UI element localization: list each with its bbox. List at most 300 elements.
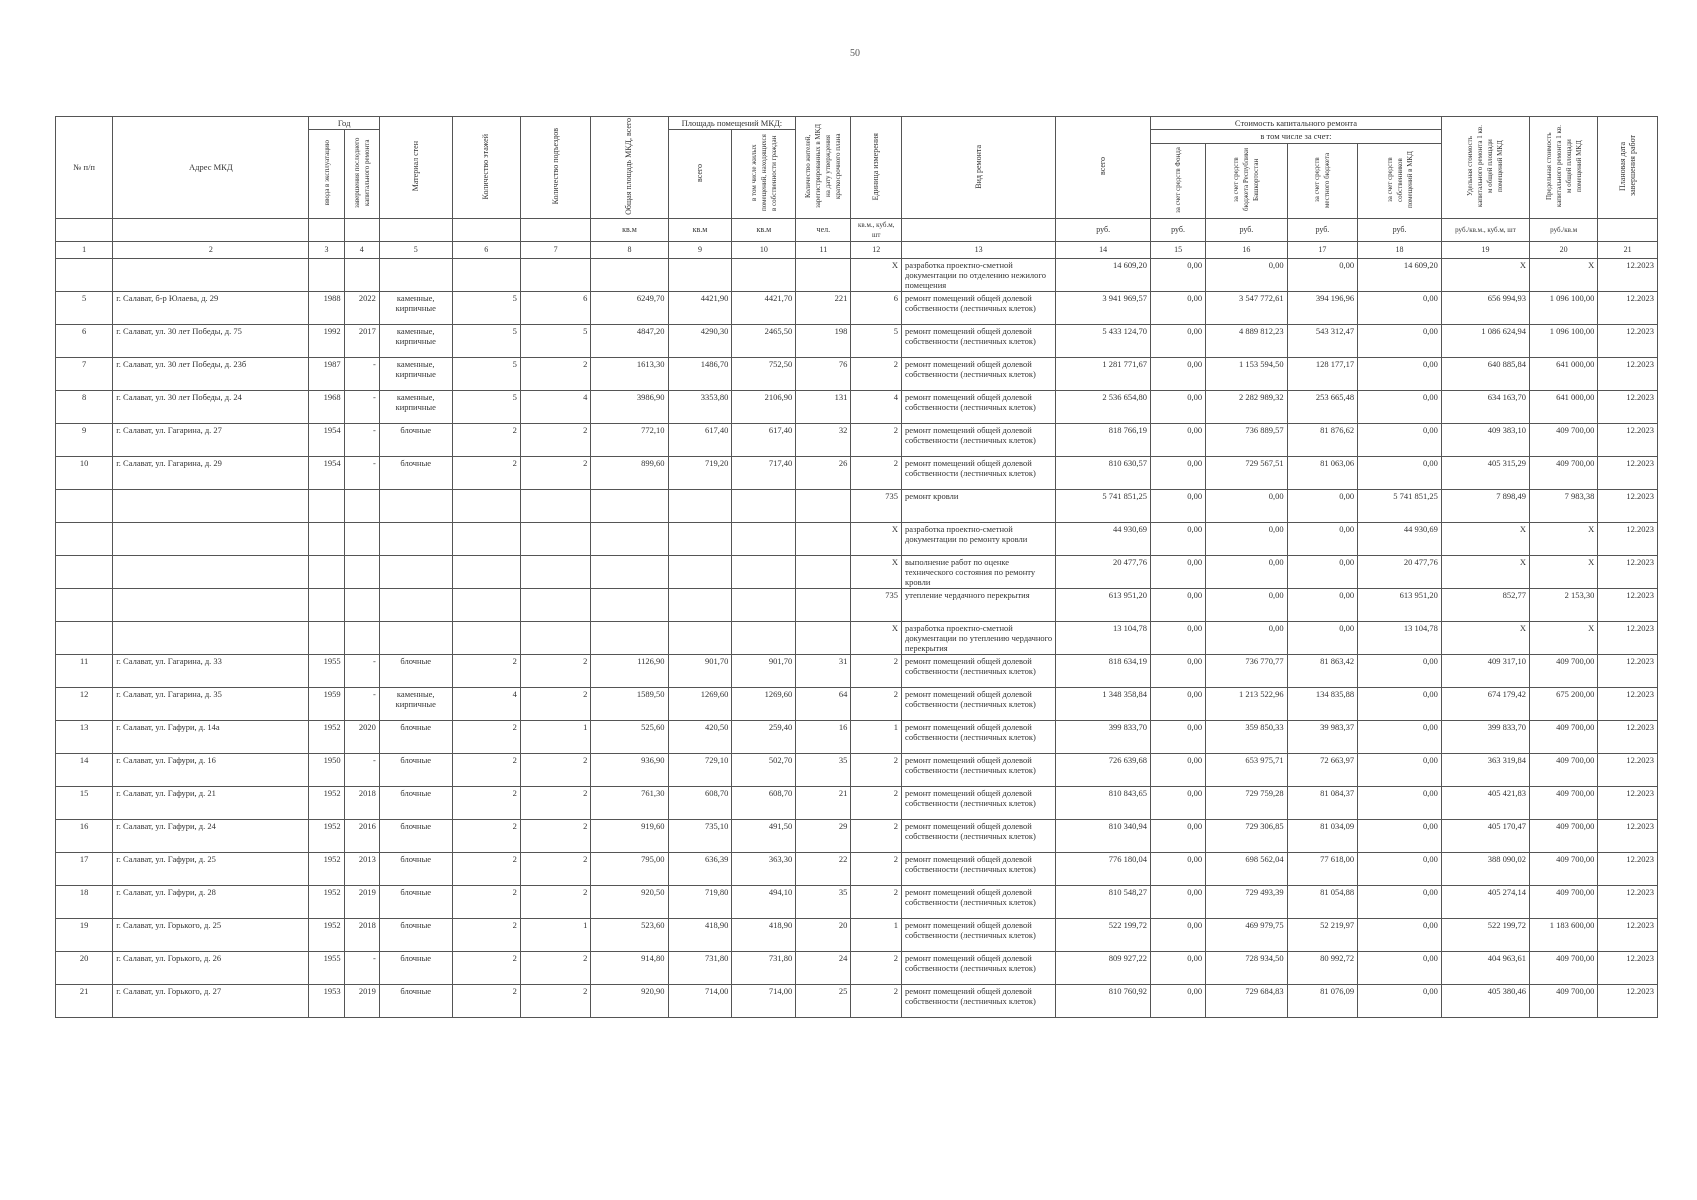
cell-mc: 409 700,00 [1530, 984, 1598, 1017]
cell-y2: - [344, 951, 379, 984]
cell-n [56, 258, 113, 291]
cell-dl: 12.2023 [1598, 555, 1658, 588]
cell-area: 914,80 [591, 951, 668, 984]
cell-dl: 12.2023 [1598, 621, 1658, 654]
cell-c2: 0,00 [1151, 984, 1206, 1017]
cell-n [56, 621, 113, 654]
table-row [56, 720, 1658, 753]
cell-area: 919,60 [591, 819, 668, 852]
cell-c3: 728 934,50 [1206, 951, 1288, 984]
cell-c1: 3 941 969,57 [1056, 291, 1151, 324]
cell-p1 [668, 489, 732, 522]
table-row [56, 324, 1658, 357]
cell-uc: 640 885,84 [1441, 357, 1529, 390]
cell-p2: 259,40 [732, 720, 796, 753]
cell-mc: 409 700,00 [1530, 819, 1598, 852]
cell-p2: 714,00 [732, 984, 796, 1017]
cell-c3: 653 975,71 [1206, 753, 1288, 786]
cell-mc: X [1530, 621, 1598, 654]
cell-qty: 4 [851, 390, 902, 423]
cell-c4: 0,00 [1287, 258, 1358, 291]
cell-qty: 2 [851, 852, 902, 885]
cell-c2: 0,00 [1151, 918, 1206, 951]
cell-uc: X [1441, 522, 1529, 555]
cell-c1: 20 477,76 [1056, 555, 1151, 588]
cell-n: 19 [56, 918, 113, 951]
cell-c3: 359 850,33 [1206, 720, 1288, 753]
cell-c5: 0,00 [1358, 423, 1442, 456]
cell-c3: 3 547 772,61 [1206, 291, 1288, 324]
header-unit-cost: Удельная стоимость капитального ремонта 1 кв. м общей площади помещений МКД [1441, 117, 1529, 219]
page-number: 50 [850, 48, 860, 59]
cell-dl: 12.2023 [1598, 687, 1658, 720]
cell-qty: 2 [851, 951, 902, 984]
cell-uc: 405 421,83 [1441, 786, 1529, 819]
cell-p1: 1269,60 [668, 687, 732, 720]
cell-c1: 613 951,20 [1056, 588, 1151, 621]
cell-p2 [732, 588, 796, 621]
cell-uc: X [1441, 621, 1529, 654]
cell-c3: 0,00 [1206, 489, 1288, 522]
cell-c1: 14 609,20 [1056, 258, 1151, 291]
cell-qty: 2 [851, 984, 902, 1017]
cell-mat: каменные, кирпичные [379, 357, 452, 390]
cell-addr: г. Салават, ул. Гагарина, д. 29 [113, 456, 309, 489]
cell-n [56, 588, 113, 621]
cell-c3: 729 759,28 [1206, 786, 1288, 819]
cell-qty: 2 [851, 654, 902, 687]
cell-p1: 729,10 [668, 753, 732, 786]
cell-y1: 1952 [309, 885, 344, 918]
cell-work: ремонт помещений общей долевой собственности (лестничных клеток) [902, 390, 1056, 423]
cell-qty: 2 [851, 357, 902, 390]
cell-mc: 1 183 600,00 [1530, 918, 1598, 951]
cell-c3: 729 306,85 [1206, 819, 1288, 852]
cell-ent [520, 555, 591, 588]
cell-y1: 1952 [309, 720, 344, 753]
cell-p2: 491,50 [732, 819, 796, 852]
cell-c3: 1 153 594,50 [1206, 357, 1288, 390]
cell-uc: 674 179,42 [1441, 687, 1529, 720]
cell-uc: 852,77 [1441, 588, 1529, 621]
cell-p2: 418,90 [732, 918, 796, 951]
cell-y2: - [344, 456, 379, 489]
cell-mc: X [1530, 555, 1598, 588]
cell-c5: 44 930,69 [1358, 522, 1442, 555]
cell-c5: 0,00 [1358, 885, 1442, 918]
cell-y1 [309, 522, 344, 555]
cell-y1: 1955 [309, 654, 344, 687]
cell-work: ремонт помещений общей долевой собственности (лестничных клеток) [902, 291, 1056, 324]
cell-mc: 7 983,38 [1530, 489, 1598, 522]
header-year-group: Год [309, 117, 380, 130]
cell-p1: 719,80 [668, 885, 732, 918]
cell-work: ремонт помещений общей долевой собственности (лестничных клеток) [902, 456, 1056, 489]
repair-plan-table [55, 116, 1658, 1018]
cell-addr: г. Салават, б-р Юлаева, д. 29 [113, 291, 309, 324]
cell-c1: 810 340,94 [1056, 819, 1151, 852]
header-cost-incl: в том числе за счет: [1151, 130, 1442, 144]
cell-c2: 0,00 [1151, 687, 1206, 720]
cell-y2: - [344, 687, 379, 720]
cell-ent: 2 [520, 456, 591, 489]
cell-c4: 0,00 [1287, 489, 1358, 522]
cell-y1: 1954 [309, 456, 344, 489]
cell-res: 221 [796, 291, 851, 324]
cell-mat [379, 621, 452, 654]
cell-work: утепление чердачного перекрытия [902, 588, 1056, 621]
table-row [56, 456, 1658, 489]
cell-fl: 2 [452, 885, 520, 918]
header-max-cost: Предельная стоимость капитального ремонта 1 кв. м общей площади помещений МКД [1530, 117, 1598, 219]
cell-qty: X [851, 258, 902, 291]
cell-area: 523,60 [591, 918, 668, 951]
cell-addr [113, 621, 309, 654]
cell-fl [452, 621, 520, 654]
cell-p1 [668, 258, 732, 291]
cell-mat: блочные [379, 984, 452, 1017]
cell-qty: 2 [851, 687, 902, 720]
cell-p2: 608,70 [732, 786, 796, 819]
header-entrances: Количество подъездов [520, 117, 591, 219]
cell-c5: 0,00 [1358, 291, 1442, 324]
cell-y2 [344, 489, 379, 522]
cell-uc: 363 319,84 [1441, 753, 1529, 786]
cell-mat [379, 555, 452, 588]
cell-y2 [344, 522, 379, 555]
cell-uc: 405 274,14 [1441, 885, 1529, 918]
cell-c4: 81 034,09 [1287, 819, 1358, 852]
cell-ent [520, 621, 591, 654]
cell-res: 29 [796, 819, 851, 852]
cell-p1 [668, 621, 732, 654]
cell-y1: 1952 [309, 819, 344, 852]
header-unit-measure: Единица измерения [851, 117, 902, 219]
table-row [56, 819, 1658, 852]
cell-addr: г. Салават, ул. Горького, д. 25 [113, 918, 309, 951]
cell-y2: 2022 [344, 291, 379, 324]
cell-c1: 810 548,27 [1056, 885, 1151, 918]
cell-c3: 0,00 [1206, 621, 1288, 654]
table-row [56, 984, 1658, 1017]
cell-y2: 2019 [344, 885, 379, 918]
cell-mc: 409 700,00 [1530, 753, 1598, 786]
cell-y1: 1952 [309, 786, 344, 819]
cell-c4: 543 312,47 [1287, 324, 1358, 357]
cell-c2: 0,00 [1151, 621, 1206, 654]
cell-c3: 729 493,39 [1206, 885, 1288, 918]
cell-c1: 399 833,70 [1056, 720, 1151, 753]
cell-c3: 4 889 812,23 [1206, 324, 1288, 357]
cell-y2 [344, 621, 379, 654]
cell-c2: 0,00 [1151, 720, 1206, 753]
cell-ent [520, 588, 591, 621]
cell-addr: г. Салават, ул. 30 лет Победы, д. 23б [113, 357, 309, 390]
cell-n: 16 [56, 819, 113, 852]
cell-res: 76 [796, 357, 851, 390]
cell-dl: 12.2023 [1598, 984, 1658, 1017]
cell-qty: 2 [851, 456, 902, 489]
cell-mc: 409 700,00 [1530, 786, 1598, 819]
cell-mat [379, 489, 452, 522]
cell-n: 8 [56, 390, 113, 423]
cell-y1: 1987 [309, 357, 344, 390]
cell-mc: X [1530, 522, 1598, 555]
cell-ent: 2 [520, 984, 591, 1017]
cell-p1: 4421,90 [668, 291, 732, 324]
header-floors: Количество этажей [452, 117, 520, 219]
cell-y2: 2018 [344, 918, 379, 951]
cell-n: 14 [56, 753, 113, 786]
cell-n: 11 [56, 654, 113, 687]
cell-dl: 12.2023 [1598, 753, 1658, 786]
cell-dl: 12.2023 [1598, 918, 1658, 951]
table-row [56, 654, 1658, 687]
header-cost-rb: за счет средств бюджета Республики Башкортостан [1206, 143, 1288, 218]
cell-dl: 12.2023 [1598, 390, 1658, 423]
cell-area: 1589,50 [591, 687, 668, 720]
cell-mc: X [1530, 258, 1598, 291]
table-row [56, 687, 1658, 720]
cell-uc: 399 833,70 [1441, 720, 1529, 753]
cell-p1: 3353,80 [668, 390, 732, 423]
cell-res: 35 [796, 885, 851, 918]
cell-area [591, 588, 668, 621]
header-cost-group: Стоимость капитального ремонта [1151, 117, 1442, 130]
cell-work: разработка проектно-сметной документации по ремонту кровли [902, 522, 1056, 555]
cell-y1: 1953 [309, 984, 344, 1017]
cell-c5: 14 609,20 [1358, 258, 1442, 291]
cell-c2: 0,00 [1151, 852, 1206, 885]
cell-p1: 1486,70 [668, 357, 732, 390]
cell-dl: 12.2023 [1598, 654, 1658, 687]
cell-dl: 12.2023 [1598, 819, 1658, 852]
cell-c2: 0,00 [1151, 291, 1206, 324]
cell-c1: 522 199,72 [1056, 918, 1151, 951]
cell-res: 64 [796, 687, 851, 720]
cell-y1: 1992 [309, 324, 344, 357]
cell-addr: г. Салават, ул. Гагарина, д. 35 [113, 687, 309, 720]
cell-dl: 12.2023 [1598, 885, 1658, 918]
cell-qty: 1 [851, 918, 902, 951]
cell-mc: 675 200,00 [1530, 687, 1598, 720]
header-total-area: Общая площадь МКД, всего [591, 117, 668, 219]
cell-y2: - [344, 654, 379, 687]
cell-addr [113, 522, 309, 555]
cell-uc: 404 963,61 [1441, 951, 1529, 984]
cell-qty: X [851, 522, 902, 555]
cell-dl: 12.2023 [1598, 423, 1658, 456]
cell-addr: г. Салават, ул. Гафури, д. 16 [113, 753, 309, 786]
cell-fl: 5 [452, 324, 520, 357]
cell-fl: 2 [452, 654, 520, 687]
cell-mat [379, 522, 452, 555]
cell-area: 6249,70 [591, 291, 668, 324]
cell-area: 899,60 [591, 456, 668, 489]
cell-p2: 717,40 [732, 456, 796, 489]
cell-c5: 0,00 [1358, 390, 1442, 423]
header-cost-owners: за счет средств собственников помещений в МКД [1358, 143, 1442, 218]
cell-y2 [344, 258, 379, 291]
cell-res [796, 621, 851, 654]
cell-c3: 698 562,04 [1206, 852, 1288, 885]
table-row [56, 555, 1658, 588]
cell-ent: 6 [520, 291, 591, 324]
cell-mat: блочные [379, 753, 452, 786]
cell-mc: 409 700,00 [1530, 852, 1598, 885]
cell-c4: 77 618,00 [1287, 852, 1358, 885]
cell-n: 7 [56, 357, 113, 390]
cell-work: ремонт помещений общей долевой собственности (лестничных клеток) [902, 984, 1056, 1017]
table-row [56, 390, 1658, 423]
cell-mat: блочные [379, 819, 452, 852]
cell-mc: 1 096 100,00 [1530, 324, 1598, 357]
cell-c1: 726 639,68 [1056, 753, 1151, 786]
table-row [56, 852, 1658, 885]
cell-y1: 1952 [309, 852, 344, 885]
cell-c4: 253 665,48 [1287, 390, 1358, 423]
cell-c1: 776 180,04 [1056, 852, 1151, 885]
cell-c5: 0,00 [1358, 951, 1442, 984]
header-address: Адрес МКД [113, 117, 309, 219]
cell-ent: 2 [520, 852, 591, 885]
cell-work: ремонт помещений общей долевой собственности (лестничных клеток) [902, 951, 1056, 984]
cell-y2: - [344, 357, 379, 390]
header-year-last-repair: завершения последнего капитального ремонта [344, 130, 379, 219]
cell-c4: 52 219,97 [1287, 918, 1358, 951]
cell-res: 32 [796, 423, 851, 456]
cell-fl [452, 522, 520, 555]
cell-y1: 1968 [309, 390, 344, 423]
cell-c4: 0,00 [1287, 522, 1358, 555]
cell-mat: блочные [379, 951, 452, 984]
cell-mc: 409 700,00 [1530, 654, 1598, 687]
cell-y1 [309, 489, 344, 522]
cell-area: 920,90 [591, 984, 668, 1017]
cell-p2 [732, 489, 796, 522]
cell-mat: каменные, кирпичные [379, 390, 452, 423]
cell-c5: 13 104,78 [1358, 621, 1442, 654]
cell-p1 [668, 555, 732, 588]
cell-area: 4847,20 [591, 324, 668, 357]
cell-mc: 409 700,00 [1530, 720, 1598, 753]
cell-qty: 6 [851, 291, 902, 324]
cell-uc: 405 170,47 [1441, 819, 1529, 852]
cell-mc: 641 000,00 [1530, 357, 1598, 390]
cell-y1: 1988 [309, 291, 344, 324]
units-row: кв.м кв.м кв.м чел. кв.м., куб.м, шт руб. руб. руб. руб. руб. руб./кв.м., куб.м, шт руб./кв.м [56, 218, 1658, 241]
cell-ent [520, 258, 591, 291]
cell-uc: 409 383,10 [1441, 423, 1529, 456]
cell-n: 6 [56, 324, 113, 357]
cell-ent: 2 [520, 786, 591, 819]
cell-y2 [344, 555, 379, 588]
cell-c3: 1 213 522,96 [1206, 687, 1288, 720]
cell-work: ремонт помещений общей долевой собственности (лестничных клеток) [902, 687, 1056, 720]
cell-mat: каменные, кирпичные [379, 291, 452, 324]
cell-area: 920,50 [591, 885, 668, 918]
column-index-row: 1 2 3 4 5 6 7 8 9 10 11 12 13 14 15 16 17 18 19 20 21 [56, 241, 1658, 258]
cell-dl: 12.2023 [1598, 456, 1658, 489]
cell-res: 24 [796, 951, 851, 984]
cell-p1: 420,50 [668, 720, 732, 753]
cell-n: 9 [56, 423, 113, 456]
cell-work: ремонт помещений общей долевой собственности (лестничных клеток) [902, 786, 1056, 819]
cell-fl [452, 588, 520, 621]
cell-qty: 2 [851, 786, 902, 819]
cell-ent: 2 [520, 819, 591, 852]
cell-uc: X [1441, 258, 1529, 291]
cell-c5: 20 477,76 [1358, 555, 1442, 588]
cell-uc: 7 898,49 [1441, 489, 1529, 522]
table-row [56, 951, 1658, 984]
cell-dl: 12.2023 [1598, 588, 1658, 621]
cell-c4: 72 663,97 [1287, 753, 1358, 786]
cell-n: 17 [56, 852, 113, 885]
cell-c4: 394 196,96 [1287, 291, 1358, 324]
cell-ent: 2 [520, 423, 591, 456]
cell-dl: 12.2023 [1598, 522, 1658, 555]
cell-y1 [309, 555, 344, 588]
cell-fl: 2 [452, 456, 520, 489]
cell-dl: 12.2023 [1598, 852, 1658, 885]
cell-c1: 818 634,19 [1056, 654, 1151, 687]
cell-p1 [668, 522, 732, 555]
cell-c1: 810 843,65 [1056, 786, 1151, 819]
header-cost-local: за счет средств местного бюджета [1287, 143, 1358, 218]
cell-y1: 1952 [309, 918, 344, 951]
cell-qty: 2 [851, 885, 902, 918]
cell-mat: блочные [379, 885, 452, 918]
cell-area: 1613,30 [591, 357, 668, 390]
cell-c2: 0,00 [1151, 555, 1206, 588]
cell-res: 35 [796, 753, 851, 786]
cell-qty: 5 [851, 324, 902, 357]
cell-mc: 409 700,00 [1530, 951, 1598, 984]
cell-ent [520, 522, 591, 555]
cell-ent: 2 [520, 687, 591, 720]
cell-uc: 388 090,02 [1441, 852, 1529, 885]
cell-c3: 0,00 [1206, 258, 1288, 291]
cell-work: ремонт помещений общей долевой собственности (лестничных клеток) [902, 852, 1056, 885]
cell-c1: 1 348 358,84 [1056, 687, 1151, 720]
cell-work: разработка проектно-сметной документации по утеплению чердачного перекрытия [902, 621, 1056, 654]
cell-dl: 12.2023 [1598, 786, 1658, 819]
cell-c4: 0,00 [1287, 588, 1358, 621]
cell-work: выполнение работ по оценке технического состояния по ремонту кровли [902, 555, 1056, 588]
cell-uc: 634 163,70 [1441, 390, 1529, 423]
cell-c2: 0,00 [1151, 786, 1206, 819]
cell-y2: 2020 [344, 720, 379, 753]
header-premises-group: Площадь помещений МКД: [668, 117, 796, 130]
cell-y1: 1954 [309, 423, 344, 456]
cell-p2: 901,70 [732, 654, 796, 687]
cell-n: 18 [56, 885, 113, 918]
cell-y1 [309, 588, 344, 621]
cell-fl: 2 [452, 951, 520, 984]
cell-c5: 0,00 [1358, 654, 1442, 687]
cell-uc: 522 199,72 [1441, 918, 1529, 951]
header-work-type: Вид ремонта [902, 117, 1056, 219]
table-row [56, 423, 1658, 456]
cell-p2: 2465,50 [732, 324, 796, 357]
cell-ent: 2 [520, 951, 591, 984]
cell-n: 21 [56, 984, 113, 1017]
cell-p1: 418,90 [668, 918, 732, 951]
cell-fl [452, 489, 520, 522]
cell-c1: 2 536 654,80 [1056, 390, 1151, 423]
cell-c2: 0,00 [1151, 753, 1206, 786]
